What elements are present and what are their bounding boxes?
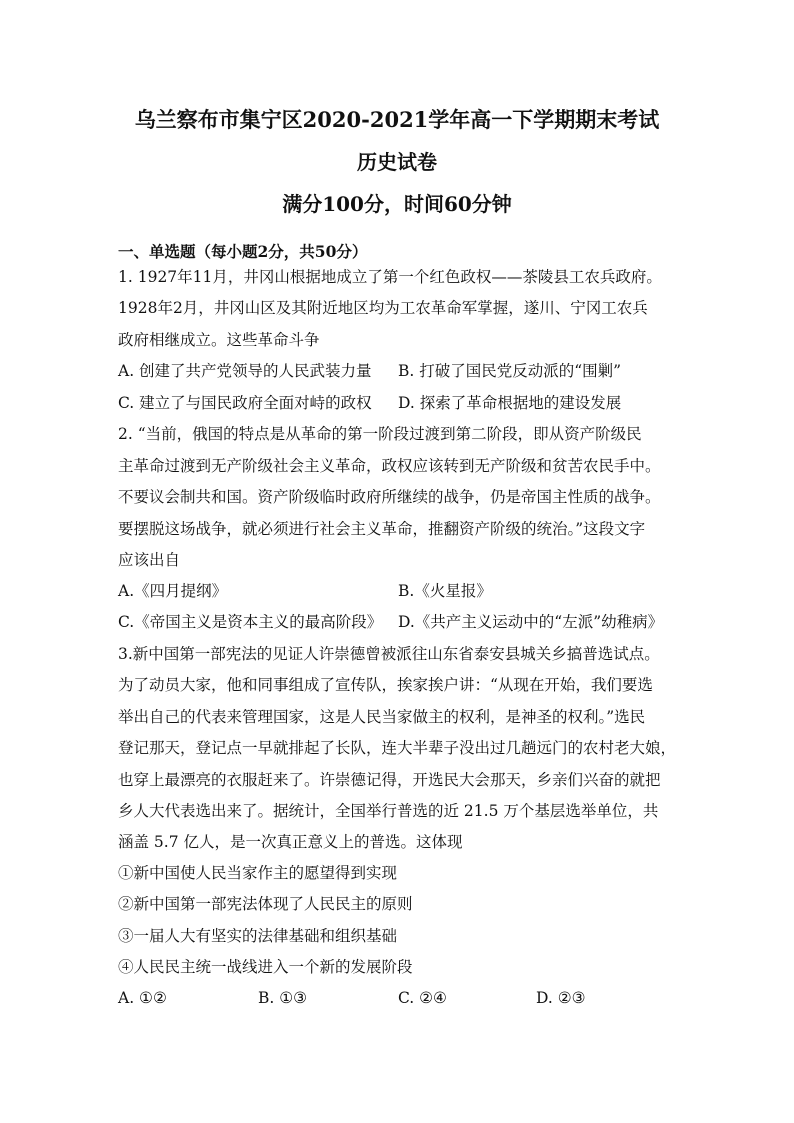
q3-option-c: C. ②④ [398,989,447,1007]
q3-line: 举出自己的代表来管理国家，这是人民当家做主的权利，是神圣的权利。”选民 [118,708,646,726]
q3-option-d: D. ②③ [536,989,586,1007]
q1-line: 政府相继成立。这些革命斗争 [118,331,320,349]
q2-option-a: A.《四月提纲》 [118,582,228,600]
q3-statement: ④人民民主统一战线进入一个新的发展阶段 [118,958,413,976]
q3-line: 为了动员大家，他和同事组成了宣传队，挨家挨户讲：“从现在开始，我们要选 [118,676,653,694]
q1-option-d: D. 探索了革命根据地的建设发展 [398,394,622,412]
q1-option-a: A. 创建了共产党领导的人民武装力量 [118,362,372,380]
q2-line: 应该出自 [118,551,181,569]
q3-option-a: A. ①② [118,989,167,1007]
q3-line: 也穿上最漂亮的衣服赶来了。许崇德记得，开选民大会那天，乡亲们兴奋的就把 [118,771,661,789]
q3-statement: ②新中国第一部宪法体现了人民民主的原则 [118,895,413,913]
q2-option-c: C.《帝国主义是资本主义的最高阶段》 [118,613,383,631]
q3-line: 3.新中国第一部宪法的见证人许崇德曾被派往山东省泰安县城关乡搞普选试点。 [118,645,660,663]
exam-title: 乌兰察布市集宁区2020-2021学年高一下学期期末考试 [134,107,660,132]
section-heading: 一、单选题（每小题2分，共50分） [118,242,368,261]
q2-line: 要摆脱这场战争，就必须进行社会主义革命，推翻资产阶级的统治。”这段文字 [118,520,646,538]
q3-line: 乡人大代表选出来了。据统计，全国举行普选的近 21.5 万个基层选举单位，共 [118,802,659,820]
exam-meta: 满分100分，时间60分钟 [282,192,512,216]
q3-option-b: B. ①③ [258,989,308,1007]
q1-options-row-2 [118,393,678,413]
q2-options-row-1 [118,581,678,601]
q2-line: 不要议会制共和国。资产阶级临时政府所继续的战争，仍是帝国主性质的战争。 [118,488,661,506]
q1-line: 1928年2月，井冈山区及其附近地区均为工农革命军掌握，遂川、宁冈工农兵 [118,299,648,317]
q3-line: 涵盖 5.7 亿人，是一次真正意义上的普选。这体现 [118,833,463,851]
q2-line: 2. “当前，俄国的特点是从革命的第一阶段过渡到第二阶段，即从资产阶级民 [118,425,642,443]
q3-statement: ①新中国使人民当家作主的愿望得到实现 [118,864,398,882]
exam-subject: 历史试卷 [357,150,437,174]
q1-options-row-1 [118,361,678,381]
q3-statement: ③一届人大有坚实的法律基础和组织基础 [118,927,398,945]
q2-option-d: D.《共产主义运动中的“左派”幼稚病》 [398,613,664,631]
q2-option-b: B.《火星报》 [398,582,492,600]
q1-line: 1. 1927年11月，井冈山根据地成立了第一个红色政权——茶陵县工农兵政府。 [118,268,662,286]
q1-option-b: B. 打破了国民党反动派的“围剿” [398,362,622,380]
q2-options-row-2 [118,612,678,632]
q1-option-c: C. 建立了与国民政府全面对峙的政权 [118,394,372,412]
q2-line: 主革命过渡到无产阶级社会主义革命，政权应该转到无产阶级和贫苦农民手中。 [118,457,661,475]
q3-line: 登记那天，登记点一早就排起了长队，连大半辈子没出过几趟远门的农村老大娘， [118,739,677,757]
